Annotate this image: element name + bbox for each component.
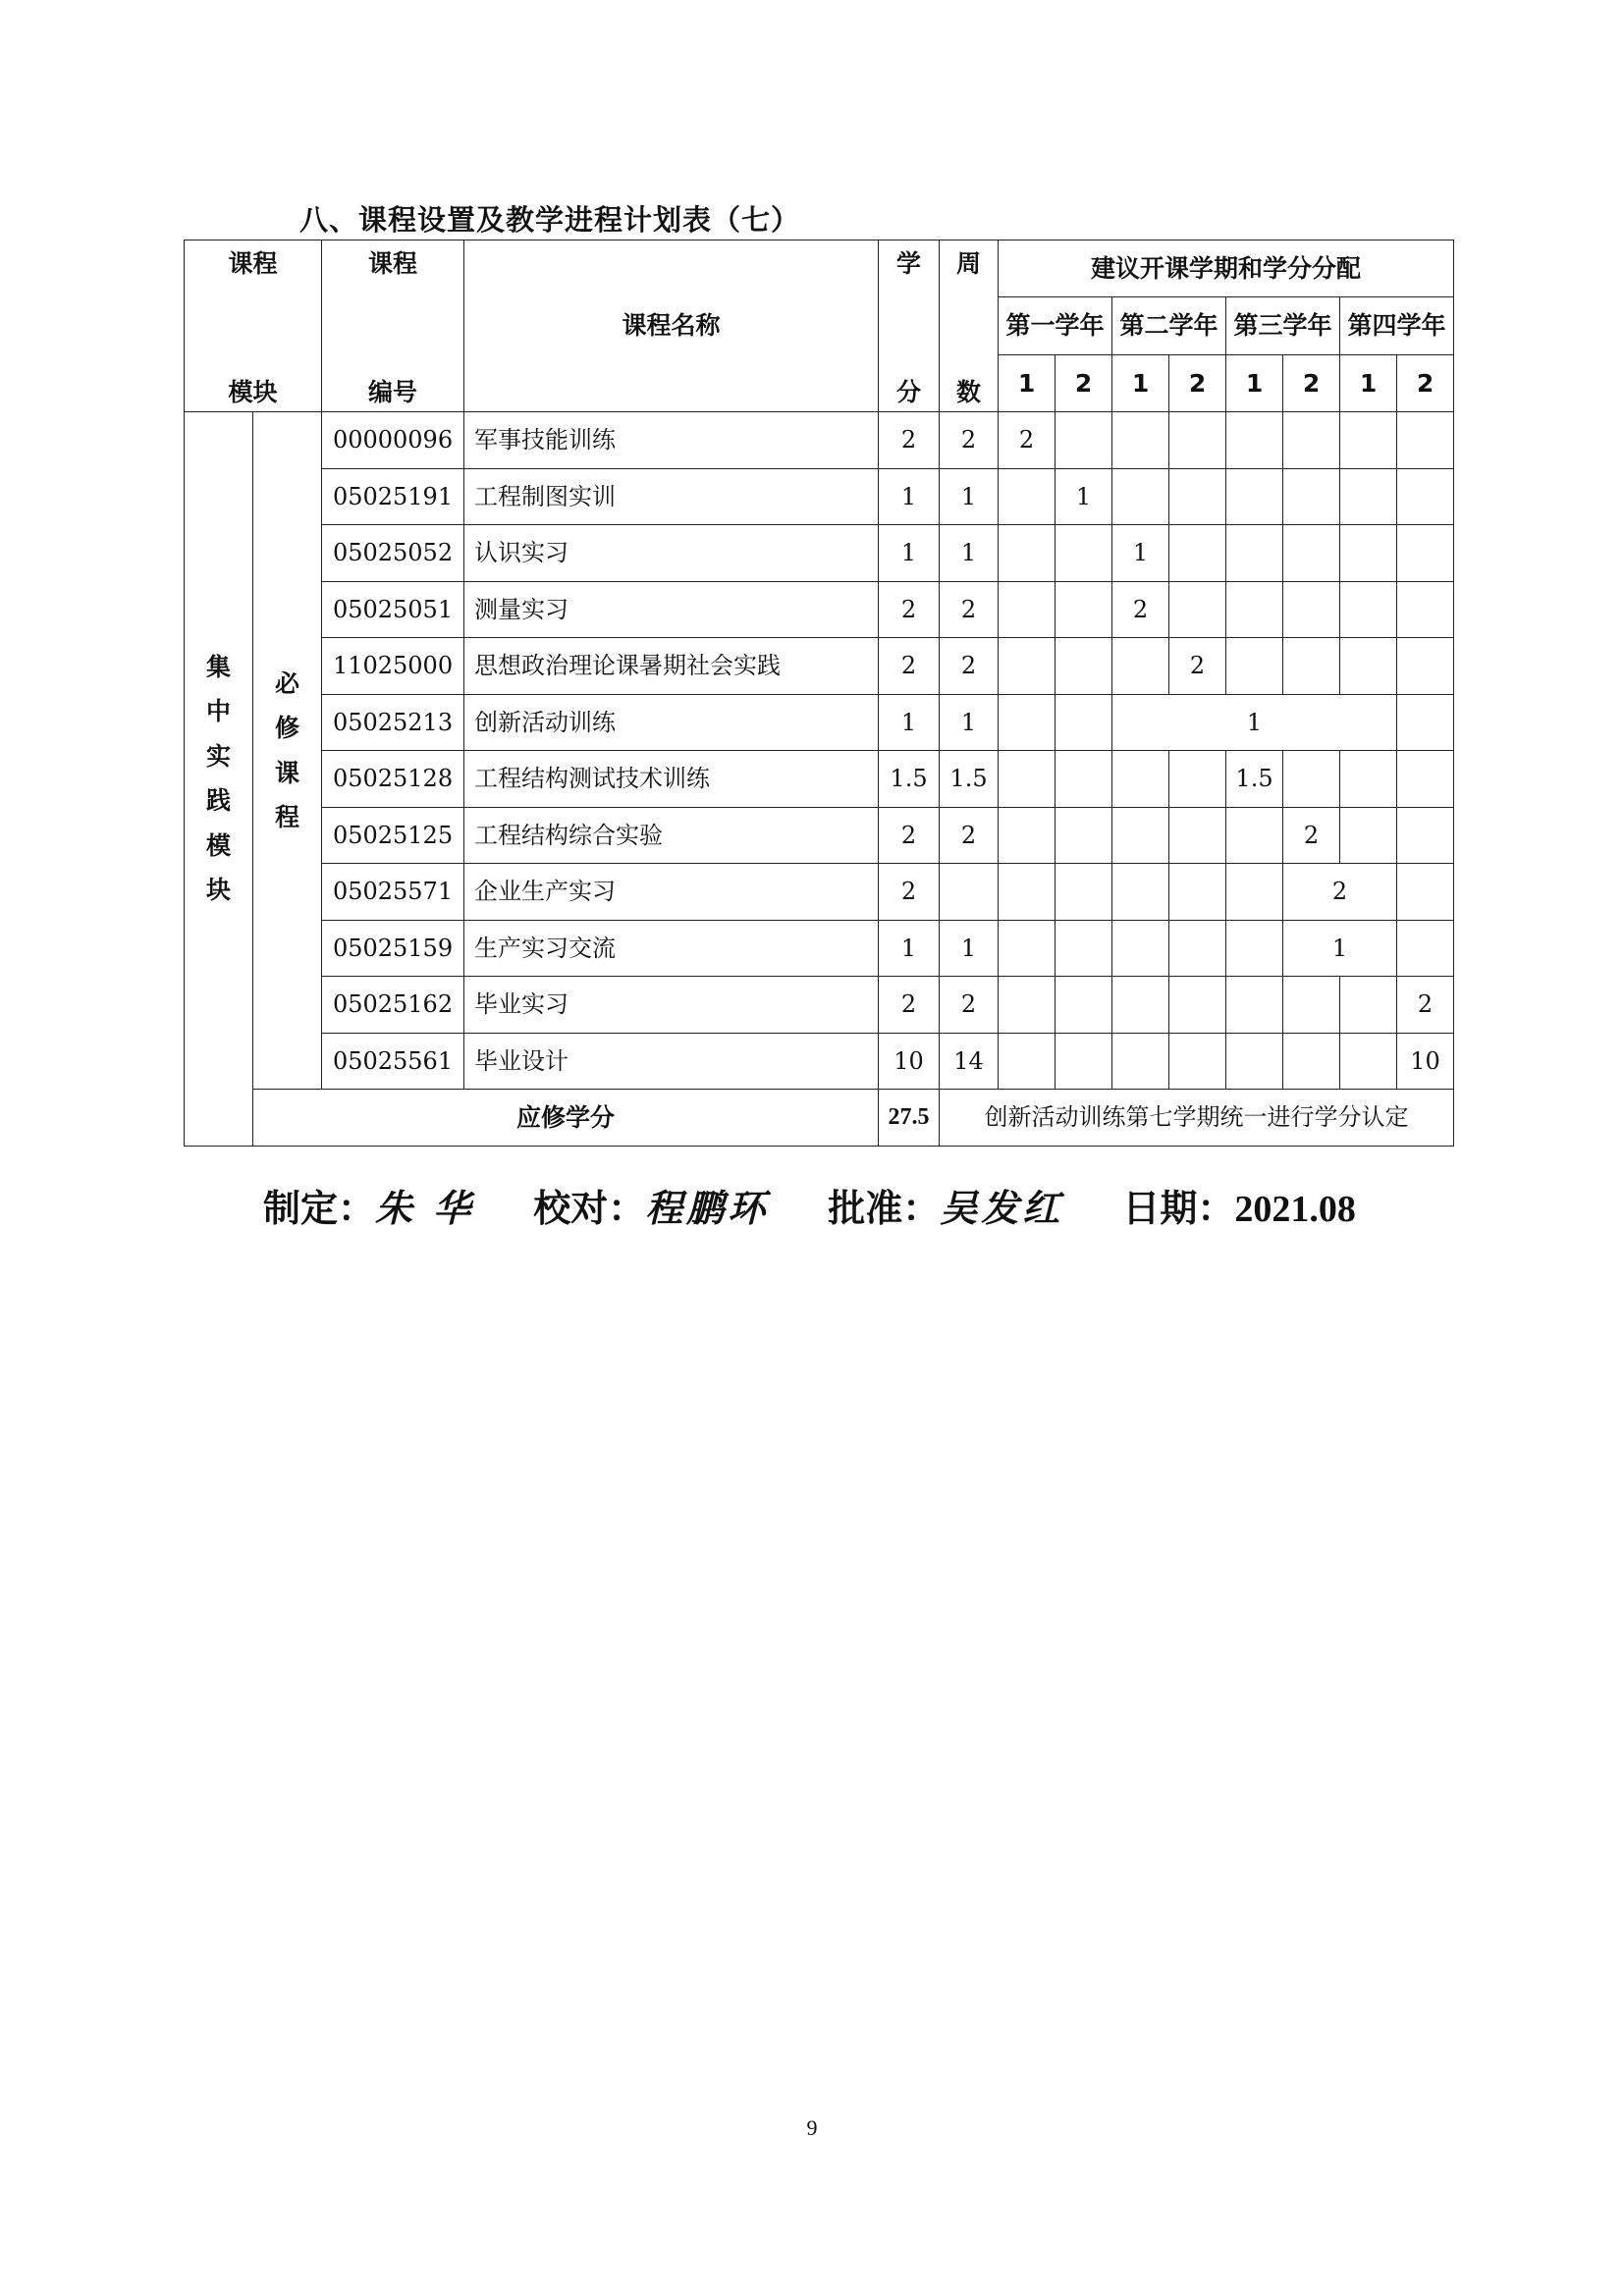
- term-cell: [1226, 525, 1283, 582]
- term-cell: [999, 977, 1056, 1034]
- header-code-bottom: 编号: [368, 377, 418, 406]
- term-cell: [1397, 412, 1454, 469]
- module-char: 模: [205, 830, 231, 860]
- term-cell: [1226, 920, 1283, 977]
- term-cell: [1226, 864, 1283, 921]
- category-char: 程: [275, 803, 300, 831]
- module-cell: [185, 412, 253, 1147]
- term-cell: [1226, 468, 1283, 525]
- header-weeks-bottom: 数: [956, 377, 982, 406]
- header-code-top: 课程: [368, 249, 418, 278]
- term-cell: [1112, 751, 1169, 808]
- course-code: 05025162: [322, 977, 464, 1034]
- header-allocation: 建议开课学期和学分分配: [999, 240, 1454, 297]
- course-weeks: 14: [940, 1033, 999, 1090]
- term-cell: [1397, 807, 1454, 864]
- course-code: 05025571: [322, 864, 464, 921]
- term-cell: [1340, 751, 1397, 808]
- term-cell: [1112, 807, 1169, 864]
- term-cell: [1397, 864, 1454, 921]
- module-char: 实: [205, 741, 231, 771]
- term-cell: [1112, 468, 1169, 525]
- course-code: 05025128: [322, 751, 464, 808]
- course-name: 测量实习: [464, 581, 879, 638]
- header-term: 2: [1397, 354, 1454, 411]
- term-cell: [1169, 751, 1226, 808]
- term-cell: [1056, 694, 1112, 751]
- course-name: 创新活动训练: [464, 694, 879, 751]
- term-cell-merged: 1: [1283, 920, 1397, 977]
- date-value: 2021.08: [1234, 1189, 1356, 1230]
- module-char: 块: [205, 876, 231, 905]
- term-cell: [1283, 977, 1340, 1034]
- header-term: 1: [1340, 354, 1397, 411]
- course-plan-table: [184, 240, 1454, 1147]
- course-weeks: 1: [940, 920, 999, 977]
- term-cell: [1056, 920, 1112, 977]
- course-code: 05025159: [322, 920, 464, 977]
- term-cell: [1169, 468, 1226, 525]
- term-cell: [1112, 920, 1169, 977]
- header-module-bottom: 模块: [228, 377, 278, 406]
- term-cell: [1340, 468, 1397, 525]
- course-name: 工程结构综合实验: [464, 807, 879, 864]
- course-credit: 2: [879, 807, 940, 864]
- term-cell: [1056, 751, 1112, 808]
- table-row: [185, 694, 1454, 751]
- page-number: 9: [806, 2115, 818, 2140]
- course-credit: 1: [879, 694, 940, 751]
- course-credit: 1: [879, 468, 940, 525]
- term-cell: [999, 751, 1056, 808]
- term-cell: 1: [1112, 525, 1169, 582]
- header-course-name: 课程名称: [464, 240, 879, 412]
- term-cell: [999, 468, 1056, 525]
- term-cell: [1169, 525, 1226, 582]
- term-cell: [1169, 581, 1226, 638]
- term-cell: [1112, 412, 1169, 469]
- course-name: 工程结构测试技术训练: [464, 751, 879, 808]
- course-weeks: 1.5: [940, 751, 999, 808]
- course-name: 军事技能训练: [464, 412, 879, 469]
- term-cell: [1283, 1033, 1340, 1090]
- term-cell: 1: [1056, 468, 1112, 525]
- approve-signature: 吴发红: [940, 1186, 1064, 1230]
- term-cell: [1397, 468, 1454, 525]
- term-cell: [1283, 468, 1340, 525]
- term-cell: [1056, 581, 1112, 638]
- table-row: [185, 581, 1454, 638]
- total-label: 应修学分: [253, 1090, 879, 1147]
- term-cell: [1340, 1033, 1397, 1090]
- term-cell: [1397, 581, 1454, 638]
- total-note: 创新活动训练第七学期统一进行学分认定: [940, 1090, 1454, 1147]
- course-weeks: 2: [940, 581, 999, 638]
- header-year-2: 第二学年: [1112, 297, 1226, 354]
- category-char: 课: [275, 758, 300, 787]
- header-term: 2: [1056, 354, 1112, 411]
- course-weeks: 1: [940, 468, 999, 525]
- term-cell: [1226, 638, 1283, 695]
- course-weeks: 2: [940, 977, 999, 1034]
- term-cell: [1112, 638, 1169, 695]
- term-cell: [1056, 807, 1112, 864]
- term-cell-merged: 1: [1112, 694, 1397, 751]
- module-char: 集: [205, 652, 231, 681]
- course-credit: 2: [879, 864, 940, 921]
- total-row: [185, 1090, 1454, 1147]
- term-cell: [999, 807, 1056, 864]
- course-code: 05025561: [322, 1033, 464, 1090]
- course-weeks: [940, 864, 999, 921]
- table-row: [185, 920, 1454, 977]
- term-cell: [999, 525, 1056, 582]
- course-credit: 10: [879, 1033, 940, 1090]
- made-signature: 朱 华: [375, 1186, 475, 1230]
- term-cell-merged: 2: [1283, 864, 1397, 921]
- table-row: [185, 864, 1454, 921]
- check-label: 校对：: [533, 1187, 646, 1230]
- term-cell: [999, 581, 1056, 638]
- term-cell: [1340, 807, 1397, 864]
- table-row: [185, 807, 1454, 864]
- header-credit: [879, 240, 940, 412]
- course-code: 05025051: [322, 581, 464, 638]
- course-credit: 2: [879, 581, 940, 638]
- term-cell: [1397, 638, 1454, 695]
- term-cell: [1169, 920, 1226, 977]
- table-row: [185, 751, 1454, 808]
- term-cell: 2: [1112, 581, 1169, 638]
- course-name: 工程制图实训: [464, 468, 879, 525]
- course-name: 认识实习: [464, 525, 879, 582]
- term-cell: [1112, 1033, 1169, 1090]
- term-cell: [999, 920, 1056, 977]
- term-cell: [1340, 525, 1397, 582]
- course-credit: 1: [879, 920, 940, 977]
- check-signature: 程鹏环: [645, 1186, 770, 1230]
- course-weeks: 2: [940, 638, 999, 695]
- course-credit: 2: [879, 412, 940, 469]
- term-cell: [1226, 807, 1283, 864]
- header-year-3: 第三学年: [1226, 297, 1340, 354]
- term-cell: [1226, 581, 1283, 638]
- table-row: [185, 638, 1454, 695]
- term-cell: [999, 864, 1056, 921]
- course-name: 毕业设计: [464, 1033, 879, 1090]
- category-char: 修: [275, 714, 300, 742]
- course-code: 05025213: [322, 694, 464, 751]
- header-code: [322, 240, 464, 412]
- module-char: 中: [205, 697, 231, 726]
- term-cell: [1283, 638, 1340, 695]
- term-cell: [1169, 864, 1226, 921]
- course-code: 11025000: [322, 638, 464, 695]
- date-label: 日期：: [1122, 1187, 1235, 1230]
- term-cell: [1169, 1033, 1226, 1090]
- term-cell: [1226, 412, 1283, 469]
- header-weeks: [940, 240, 999, 412]
- term-cell: [1112, 977, 1169, 1034]
- term-cell: 2: [1397, 977, 1454, 1034]
- term-cell: 1.5: [1226, 751, 1283, 808]
- made-label: 制定：: [263, 1187, 376, 1230]
- term-cell: [1283, 581, 1340, 638]
- term-cell: [1283, 525, 1340, 582]
- header-credit-bottom: 分: [896, 377, 922, 406]
- course-credit: 2: [879, 977, 940, 1034]
- course-name: 毕业实习: [464, 977, 879, 1034]
- term-cell: [1283, 412, 1340, 469]
- course-name: 生产实习交流: [464, 920, 879, 977]
- course-credit: 2: [879, 638, 940, 695]
- module-char: 践: [205, 786, 231, 816]
- term-cell: [1112, 864, 1169, 921]
- term-cell: [1226, 1033, 1283, 1090]
- header-module-top: 课程: [228, 249, 278, 278]
- course-credit: 1: [879, 525, 940, 582]
- term-cell: [999, 694, 1056, 751]
- header-term: 1: [1226, 354, 1283, 411]
- term-cell: [1056, 525, 1112, 582]
- table-row: [185, 525, 1454, 582]
- header-weeks-top: 周: [956, 249, 982, 278]
- term-cell: [999, 638, 1056, 695]
- term-cell: [1397, 694, 1454, 751]
- term-cell: [1397, 751, 1454, 808]
- course-weeks: 1: [940, 694, 999, 751]
- table-row: [185, 412, 1454, 469]
- approve-label: 批准：: [828, 1187, 941, 1230]
- header-term: 2: [1169, 354, 1226, 411]
- term-cell: [1056, 412, 1112, 469]
- term-cell: [1397, 920, 1454, 977]
- table-row: [185, 1033, 1454, 1090]
- course-weeks: 2: [940, 807, 999, 864]
- term-cell: [1340, 977, 1397, 1034]
- header-term: 1: [999, 354, 1056, 411]
- term-cell: [1169, 977, 1226, 1034]
- term-cell: [1226, 977, 1283, 1034]
- term-cell: [1283, 751, 1340, 808]
- course-name: 思想政治理论课暑期社会实践: [464, 638, 879, 695]
- course-code: 05025125: [322, 807, 464, 864]
- table-row: [185, 468, 1454, 525]
- page-title: 八、课程设置及教学进程计划表（七）: [299, 203, 801, 237]
- header-year-4: 第四学年: [1340, 297, 1454, 354]
- term-cell: [1340, 581, 1397, 638]
- term-cell: 2: [999, 412, 1056, 469]
- header-module: [185, 240, 322, 412]
- header-credit-top: 学: [896, 249, 922, 278]
- header-term: 2: [1283, 354, 1340, 411]
- term-cell: [1056, 977, 1112, 1034]
- term-cell: [1397, 525, 1454, 582]
- course-weeks: 1: [940, 525, 999, 582]
- term-cell: [1056, 1033, 1112, 1090]
- table-row: [185, 977, 1454, 1034]
- course-code: 05025191: [322, 468, 464, 525]
- course-weeks: 2: [940, 412, 999, 469]
- term-cell: [1169, 412, 1226, 469]
- term-cell: [1340, 412, 1397, 469]
- header-year-1: 第一学年: [999, 297, 1112, 354]
- term-cell: [1056, 638, 1112, 695]
- term-cell: 10: [1397, 1033, 1454, 1090]
- course-credit: 1.5: [879, 751, 940, 808]
- course-code: 05025052: [322, 525, 464, 582]
- course-code: 00000096: [322, 412, 464, 469]
- term-cell: 2: [1169, 638, 1226, 695]
- term-cell: [1169, 807, 1226, 864]
- term-cell: [1340, 638, 1397, 695]
- signature-row: [263, 1178, 1356, 1232]
- course-name: 企业生产实习: [464, 864, 879, 921]
- term-cell: 2: [1283, 807, 1340, 864]
- header-term: 1: [1112, 354, 1169, 411]
- total-credit: 27.5: [879, 1090, 940, 1147]
- category-cell: [253, 412, 322, 1090]
- category-char: 必: [275, 668, 300, 698]
- term-cell: [999, 1033, 1056, 1090]
- term-cell: [1056, 864, 1112, 921]
